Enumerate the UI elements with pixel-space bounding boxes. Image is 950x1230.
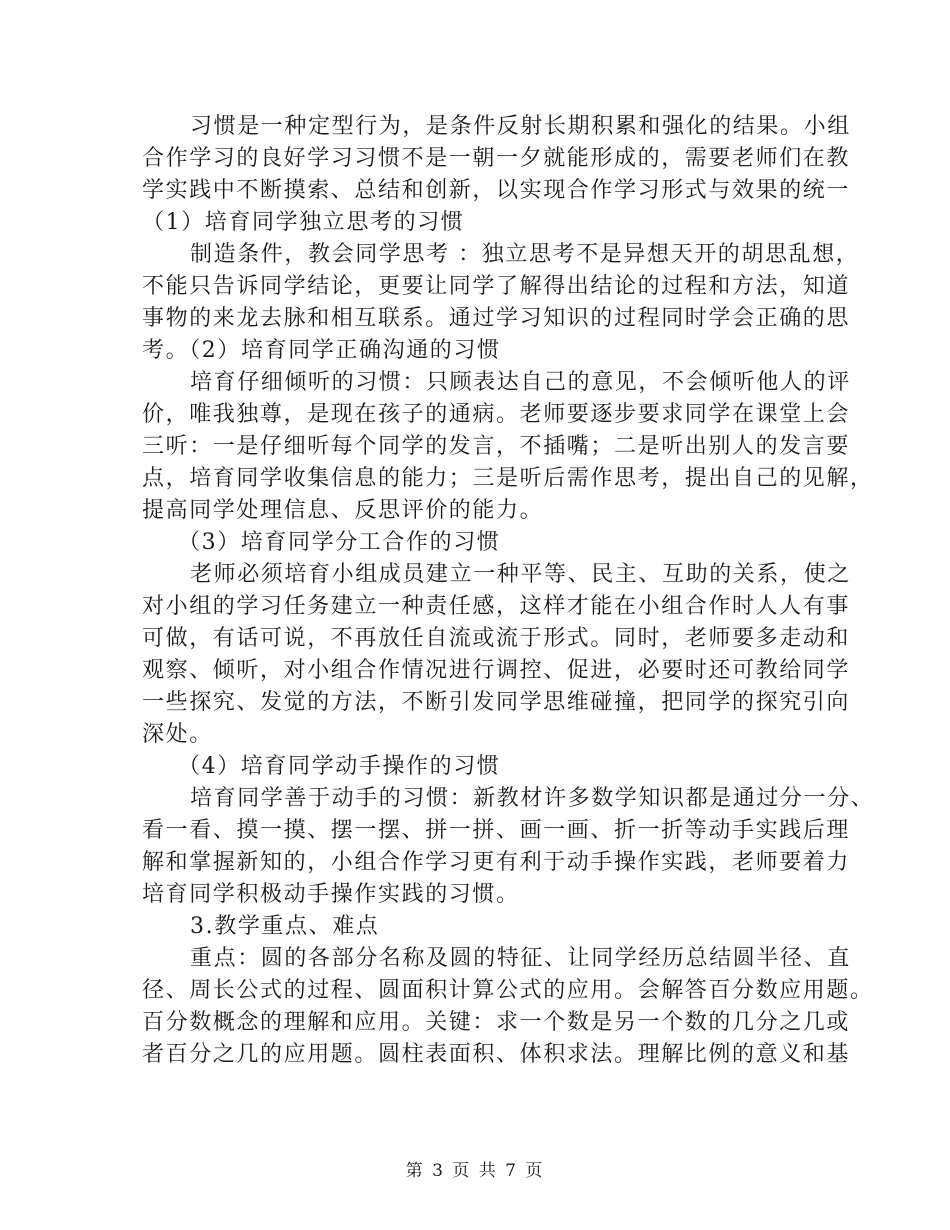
paragraph-line: 百分数概念的理解和应用。关键：求一个数是另一个数的几分之几或 [142, 1010, 851, 1035]
paragraph-line: 制造条件，教会同学思考 ：独立思考不是异想天开的胡思乱想， [190, 242, 860, 267]
paragraph-line: 习惯是一种定型行为，是条件反射长期积累和强化的结果。小组 [190, 114, 851, 139]
paragraph-line: 可做，有话可说，不再放任自流或流于形式。同时，老师要多走动和 [142, 626, 851, 651]
paragraph-line: 培育同学善于动手的习惯：新教材许多数学知识都是通过分一分、 [190, 786, 875, 811]
paragraph-line: 者百分之几的应用题。圆柱表面积、体积求法。理解比例的意义和基 [142, 1042, 851, 1067]
paragraph-line: 价，唯我独尊，是现在孩子的通病。老师要逐步要求同学在课堂上会 [142, 402, 851, 427]
paragraph-line: 不能只告诉同学结论，更要让同学了解得出结论的过程和方法，知道 [142, 274, 851, 299]
section-heading: （3）培育同学分工合作的习惯 [178, 530, 501, 555]
paragraph-line: 培育仔细倾听的习惯：只顾表达自己的意见，不会倾听他人的评 [190, 370, 851, 395]
paragraph-line: 一些探究、发觉的方法，不断引发同学思维碰撞，把同学的探究引向 [142, 690, 851, 715]
paragraph-line: 径、周长公式的过程、圆面积计算公式的应用。会解答百分数应用题。 [142, 978, 874, 1003]
paragraph-line: 观察、倾听，对小组合作情况进行调控、促进，必要时还可教给同学 [142, 658, 851, 683]
paragraph-line: 看一看、摸一摸、摆一摆、拼一拼、画一画、折一折等动手实践后理 [142, 818, 851, 843]
paragraph-line: 提高同学处理信息、反思评价的能力。 [142, 498, 544, 523]
paragraph-line: 点，培育同学收集信息的能力；三是听后需作思考，提出自己的见解， [142, 466, 874, 491]
paragraph-line: 事物的来龙去脉和相互联系。通过学习知识的过程同时学会正确的思 [142, 306, 851, 331]
paragraph-line: 培育同学积极动手操作实践的习惯。 [142, 882, 520, 907]
section-heading: （1）培育同学独立思考的习惯 [142, 210, 465, 235]
section-heading: （4）培育同学动手操作的习惯 [178, 754, 501, 779]
page-number-footer: 第 3 页 共 7 页 [405, 1161, 545, 1181]
paragraph-line: 老师必须培育小组成员建立一种平等、民主、互助的关系，使之 [190, 562, 851, 587]
paragraph-line: 三听：一是仔细听每个同学的发言，不插嘴；二是听出别人的发言要 [142, 434, 851, 459]
paragraph-line: 深处。 [142, 722, 213, 747]
paragraph-line: 解和掌握新知的，小组合作学习更有利于动手操作实践，老师要着力 [142, 850, 851, 875]
paragraph-line: 考。（2）培育同学正确沟通的习惯 [142, 338, 501, 363]
paragraph-line: 合作学习的良好学习习惯不是一朝一夕就能形成的，需要老师们在教 [142, 146, 851, 171]
paragraph-line: 对小组的学习任务建立一种责任感，这样才能在小组合作时人人有事 [142, 594, 851, 619]
paragraph-line: 重点：圆的各部分名称及圆的特征、让同学经历总结圆半径、直 [190, 946, 851, 971]
section-heading: 3.教学重点、难点 [190, 914, 380, 939]
paragraph-line: 学实践中不断摸索、总结和创新，以实现合作学习形式与效果的统一 [142, 178, 851, 203]
